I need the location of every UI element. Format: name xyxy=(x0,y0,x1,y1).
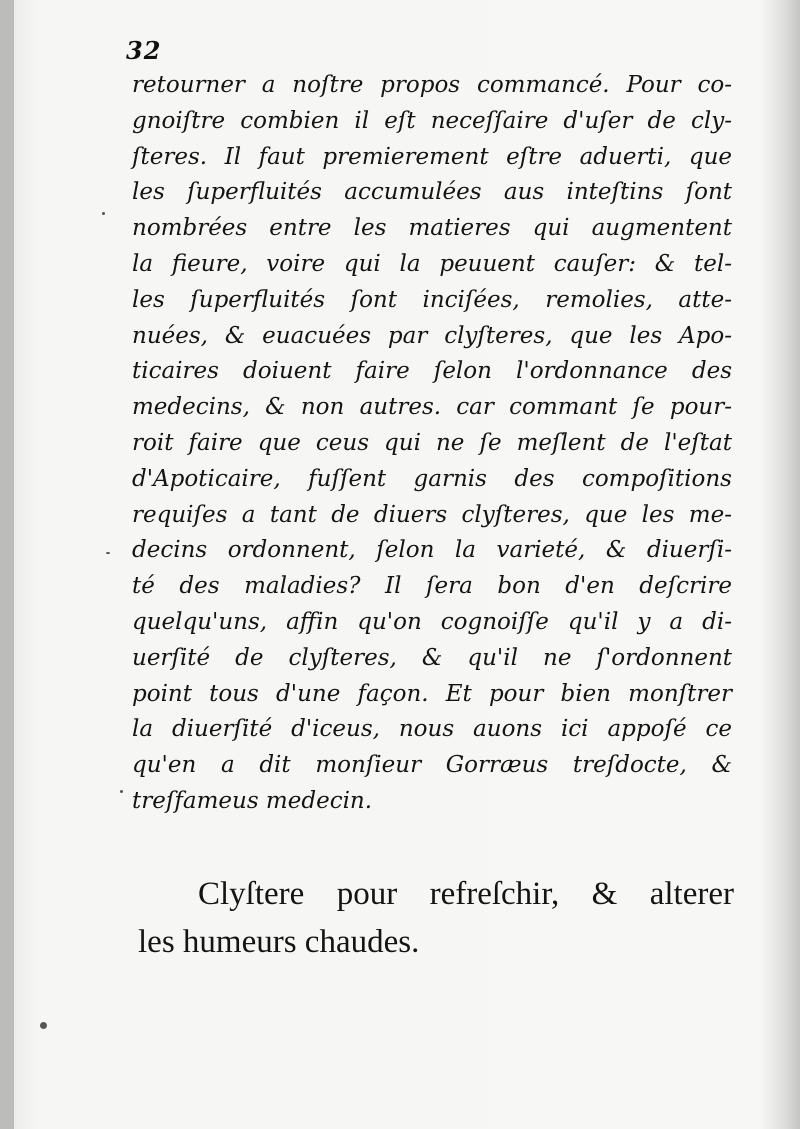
text-line: point tous d'une façon. Et pour bien monſtrer xyxy=(132,680,732,707)
page-gutter-shadow xyxy=(0,0,14,1129)
text-line: uerſité de clyſteres, & qu'il ne ſ'ordonnent xyxy=(132,644,732,671)
text-line: roit faire que ceus qui ne ſe meſlent de l'eſtat xyxy=(132,429,732,456)
section-heading xyxy=(138,870,734,966)
heading-line: Clyſtere pour refreſchir, & alterer xyxy=(198,876,734,912)
text-line: té des maladies? Il ſera bon d'en deſcrire xyxy=(132,573,732,600)
text-line: nuées, & euacuées par clyſteres, que les Apo- xyxy=(132,322,732,349)
ink-speck xyxy=(102,212,105,215)
ink-speck xyxy=(40,1022,47,1029)
text-line: treſfameus medecin. xyxy=(132,787,373,814)
ink-speck xyxy=(120,790,123,793)
text-line: gnoiſtre combien il eſt neceſſaire d'uſer de cly- xyxy=(132,107,732,134)
ink-speck xyxy=(106,552,110,554)
text-line: ticaires doiuent faire ſelon l'ordonnance des xyxy=(132,358,732,385)
heading-line: les humeurs chaudes. xyxy=(138,924,420,960)
page-number: 32 xyxy=(126,36,162,65)
text-line: decins ordonnent, ſelon la varieté, & diuerſi- xyxy=(132,537,732,564)
text-line: la fieure, voire qui la peuuent cauſer: & tel- xyxy=(132,250,732,277)
text-line: retourner a noſtre propos commancé. Pour co- xyxy=(132,72,732,98)
text-line: medecins, & non autres. car commant ſe pour- xyxy=(132,394,732,421)
text-line: qu'en a dit monſieur Gorræus treſdocte, & xyxy=(132,752,732,779)
text-line: requiſes a tant de diuers clyſteres, que les me- xyxy=(132,501,732,528)
text-line: nombrées entre les matieres qui augmentent xyxy=(132,215,732,242)
text-line: les ſuperfluités accumulées aus inteſtins ſont xyxy=(132,179,732,206)
text-line: ſteres. Il faut premierement eſtre aduerti, que xyxy=(132,143,732,170)
text-line: d'Apoticaire, fuſſent garnis des compoſitions xyxy=(132,465,732,492)
text-line: les ſuperfluités ſont inciſées, remolies, atte- xyxy=(132,286,732,313)
text-line: la diuerſité d'iceus, nous auons ici appoſé ce xyxy=(132,716,732,743)
body-paragraph xyxy=(132,68,732,820)
text-line: quelqu'uns, affin qu'on cognoiſſe qu'il y a di- xyxy=(132,608,732,635)
